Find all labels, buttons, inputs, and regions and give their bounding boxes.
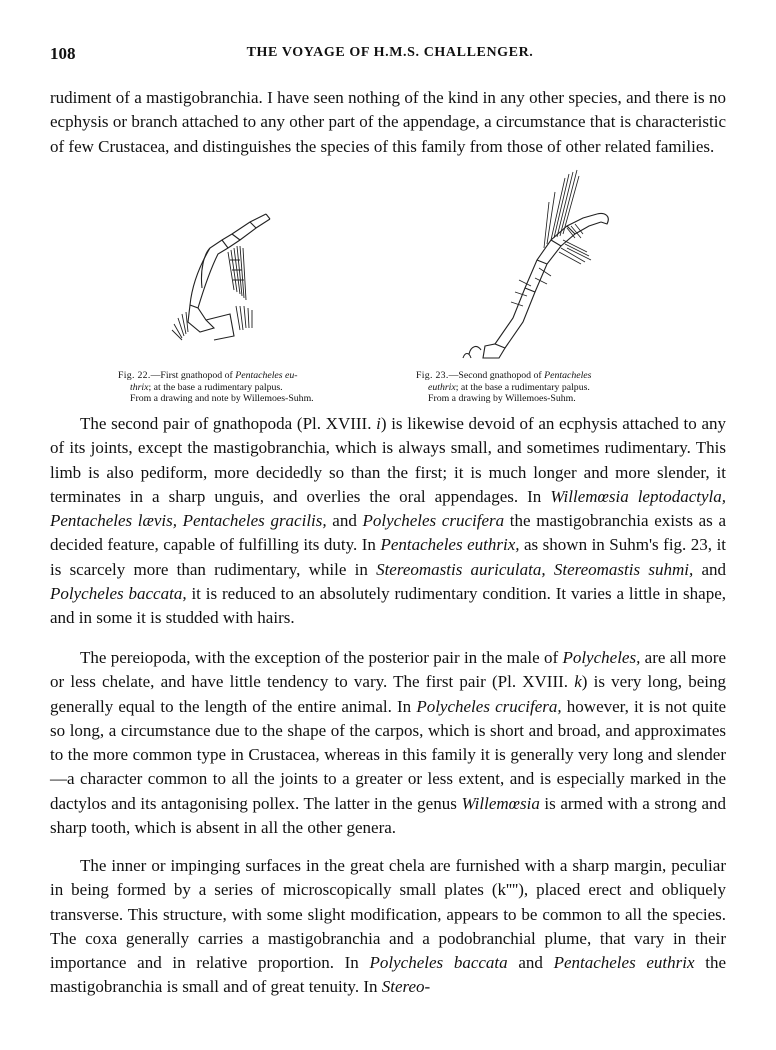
- figure-22-caption-line3: From a drawing and note by Willemoes-Suhm.: [130, 393, 314, 404]
- para2-species-4: Stereomastis auriculata, Stereomastis suhmi,: [376, 559, 694, 579]
- para4-text-2: and: [507, 953, 554, 973]
- para2-text-6: and: [693, 559, 726, 579]
- para2-text-2: ) is likewise devoid of an ecphysis attached to any of its joints, except the mastigobranchia, which is always small, and sometimes rudimentary. This limb is also pediform, more decidedly so than the first; it is much longer and more slender, it terminates in a sharp unguis, and overlies the oral appendages. In: [50, 414, 727, 506]
- para4-species-3: Stereo-: [381, 977, 431, 997]
- para2-text-1: The second pair of gnathopoda (Pl. XVIII.: [80, 414, 377, 433]
- figure-22-caption-species1: Pentacheles eu-: [235, 370, 298, 381]
- page-header: [50, 44, 730, 66]
- figure-23-caption-species2: euthrix: [428, 381, 456, 393]
- para4-species-1: Polycheles baccata: [369, 953, 508, 973]
- figure-22-caption-line2: ; at the base a rudimentary palpus.: [148, 381, 283, 393]
- para2-species-2: Polycheles crucifera: [362, 511, 505, 531]
- figure-23: [455, 168, 625, 364]
- figure-22-caption-line1: —First gnathopod of: [150, 370, 236, 381]
- para2-text-4: the mastigobranchia exists as a decided feature, capable of fulfilling its duty. In: [50, 511, 726, 555]
- figure-23-caption-species1: Pentacheles: [544, 370, 592, 381]
- para2-text-5: as shown in Suhm's fig. 23, it is scarcely more than rudimentary, while in: [50, 535, 727, 579]
- figure-22-caption: [118, 370, 358, 405]
- para3-plate-ref: k: [574, 672, 582, 692]
- para4-species-2: Pentacheles euthrix: [553, 953, 695, 973]
- para3-text-2: are all more or less chelate, and have little tendency to vary. The first pair (Pl. XVIII.: [50, 648, 726, 692]
- figure-22-label: Fig. 22.: [118, 370, 151, 381]
- para2-text-3: and: [326, 511, 363, 531]
- para3-text-1: The pereiopoda, with the exception of the posterior pair in the male of: [80, 648, 563, 667]
- para3-text-5: is armed with a strong and sharp tooth, which is absent in all the other genera.: [50, 793, 726, 838]
- para2-species-5: Polycheles baccata,: [50, 584, 187, 604]
- para3-genus-2: Willemœsia: [461, 793, 540, 813]
- para2-text-7: it is reduced to an absolutely rudimentary condition. It varies a little in shape, and in some it is studded with hairs.: [50, 584, 726, 628]
- para3-text-3: ) is very long, being generally equal to the length of the entire animal. In: [50, 672, 726, 716]
- figure-22-caption-species2: thrix: [130, 381, 149, 393]
- para3-text-4: however, it is not quite so long, a circumstance due to the shape of the carpos, which is short and broad, and approximates to the more common type in Crustacea, whereas in this family it is generally very long and slender—a character common to all the joints to a greater or less extent, and is especially marked in the dactylos and its antagonising pollex. The latter in the genus: [50, 696, 726, 813]
- para4-text-1: The inner or impinging surfaces in the great chela are furnished with a sharp margin, peculiar in being formed by a series of microscopically small plates (k''''), placed erect and obliquely transverse. This structure, with some slight modification, appears to be common to all the species. The coxa generally carries a mastigobranchia and a podobranchial plume, that vary in their importance and in relative proportion. In: [50, 856, 726, 973]
- figure-22: [170, 210, 280, 350]
- para2-species-1: Willemœsia leptodactyla, Pentacheles lævis, Pentacheles gracilis,: [50, 486, 726, 531]
- figure-23-caption-line2: ; at the base a rudimentary palpus.: [455, 381, 590, 393]
- paragraph-4: [50, 854, 726, 1000]
- figure-23-label: Fig. 23.: [416, 370, 449, 381]
- para3-species-1: Polycheles crucifera,: [416, 696, 562, 716]
- running-title: THE VOYAGE OF H.M.S. CHALLENGER.: [246, 45, 534, 60]
- para2-species-3: Pentacheles euthrix,: [380, 535, 520, 555]
- figure-23-caption-line1: —Second gnathopod of: [448, 370, 545, 381]
- figure-23-caption-line3: From a drawing by Willemoes-Suhm.: [428, 393, 576, 404]
- figure-23-caption: [416, 370, 676, 405]
- para2-plate-ref: i: [376, 414, 381, 433]
- paragraph-2: [50, 412, 726, 631]
- figure-22-drawing: [170, 210, 280, 350]
- paragraph-1: rudiment of a mastigobranchia. I have seen nothing of the kind in any other species, and there is no ecphysis or branch attached to any other part of the appendage, a circumstance that is characteristic of few Crustacea, and distinguishes the species of this family from those of other related families.: [50, 88, 726, 156]
- para3-genus-1: Polycheles,: [562, 648, 641, 667]
- page-number: 108: [50, 44, 76, 63]
- para4-text-3: the mastigobranchia is small and of great tenuity. In: [50, 953, 726, 997]
- paragraph-3: [50, 646, 726, 840]
- figure-23-drawing: [455, 168, 625, 364]
